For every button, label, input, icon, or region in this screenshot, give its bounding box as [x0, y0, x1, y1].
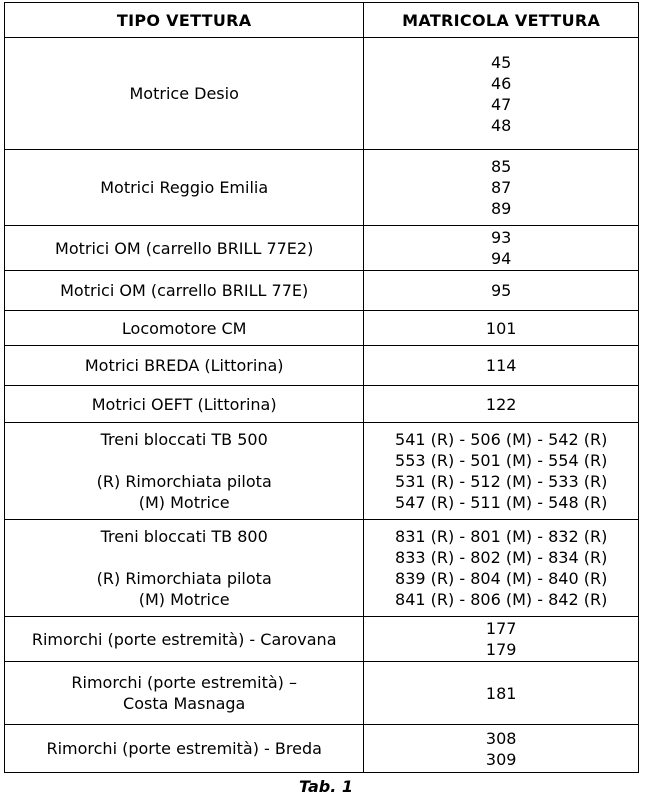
tipo-line: Locomotore CM [121, 318, 247, 338]
tipo-line: Treni bloccati TB 800 [100, 527, 268, 546]
matricola-line: 547 (R) - 511 (M) - 548 (R) [395, 493, 608, 512]
cell-tipo-vettura [5, 150, 364, 226]
cell-tipo-vettura [5, 271, 364, 311]
cell-matricola-vettura [364, 423, 639, 520]
matricola-line: 87 [491, 178, 512, 197]
matricola-line: 309 [485, 749, 517, 769]
matricola-line: 531 (R) - 512 (M) - 533 (R) [395, 472, 608, 491]
cell-tipo-vettura [5, 226, 364, 271]
matricola-line: 93 [491, 228, 512, 247]
matricola-line: 94 [491, 249, 512, 268]
table-body [5, 38, 639, 773]
matricola-line: 47 [491, 94, 512, 114]
tipo-line: Motrici OM (carrello BRILL 77E) [60, 281, 309, 300]
table-row [5, 150, 639, 226]
cell-matricola-vettura [364, 617, 639, 662]
table-header-row [5, 3, 639, 38]
cell-tipo-vettura [5, 662, 364, 725]
matricola-line: 831 (R) - 801 (M) - 832 (R) [395, 527, 608, 546]
matricola-line: 122 [485, 394, 517, 414]
matricola-line: 179 [485, 640, 517, 659]
table-row [5, 423, 639, 520]
matricola-line: 308 [485, 728, 517, 748]
tipo-line: (R) Rimorchiata pilota [96, 472, 272, 491]
cell-matricola-vettura [364, 38, 639, 150]
tipo-line: Motrici OM (carrello BRILL 77E2) [55, 238, 314, 258]
tipo-line: Motrici OEFT (Littorina) [91, 394, 277, 414]
tipo-line [9, 450, 359, 471]
cell-tipo-vettura [5, 423, 364, 520]
matricola-line: 114 [485, 356, 517, 375]
matricola-line: 89 [491, 199, 512, 218]
matricola-line: 45 [491, 52, 512, 72]
cell-tipo-vettura [5, 346, 364, 386]
matricola-line: 833 (R) - 802 (M) - 834 (R) [395, 548, 608, 567]
table-row [5, 617, 639, 662]
matricola-line: 95 [491, 281, 512, 300]
tipo-line: (M) Motrice [138, 493, 230, 512]
tipo-line: Motrici Reggio Emilia [100, 178, 269, 197]
table-row [5, 725, 639, 773]
cell-matricola-vettura [364, 311, 639, 346]
header-tipo-vettura: TIPO VETTURA [5, 3, 364, 38]
matricola-line: 553 (R) - 501 (M) - 554 (R) [395, 451, 608, 470]
matricola-line: 839 (R) - 804 (M) - 840 (R) [395, 569, 608, 588]
tipo-line: (R) Rimorchiata pilota [96, 569, 272, 588]
cell-matricola-vettura [364, 150, 639, 226]
table-row [5, 311, 639, 346]
cell-tipo-vettura [5, 386, 364, 423]
table-row [5, 38, 639, 150]
cell-matricola-vettura [364, 520, 639, 617]
matricola-line: 181 [485, 683, 517, 703]
matricola-line: 101 [485, 318, 517, 338]
cell-tipo-vettura [5, 617, 364, 662]
tipo-line: Motrice Desio [129, 84, 239, 103]
vehicle-table [4, 2, 639, 773]
cell-matricola-vettura [364, 346, 639, 386]
cell-matricola-vettura [364, 226, 639, 271]
matricola-line: 541 (R) - 506 (M) - 542 (R) [395, 430, 608, 449]
matricola-line: 841 (R) - 806 (M) - 842 (R) [395, 590, 608, 609]
matricola-line: 177 [485, 619, 517, 638]
tipo-line [9, 547, 359, 568]
cell-tipo-vettura [5, 311, 364, 346]
table-row [5, 226, 639, 271]
tipo-line: Costa Masnaga [123, 694, 246, 713]
cell-tipo-vettura [5, 725, 364, 773]
table-row [5, 271, 639, 311]
cell-tipo-vettura [5, 38, 364, 150]
table-row [5, 520, 639, 617]
cell-matricola-vettura [364, 386, 639, 423]
matricola-line: 46 [491, 73, 512, 93]
table-row [5, 346, 639, 386]
table-row [5, 662, 639, 725]
matricola-line: 48 [491, 115, 512, 135]
cell-matricola-vettura [364, 662, 639, 725]
tipo-line: Motrici BREDA (Littorina) [84, 356, 284, 375]
tipo-line: Rimorchi (porte estremità) – [71, 673, 297, 692]
tipo-line: (M) Motrice [138, 590, 230, 609]
matricola-line: 85 [491, 157, 512, 176]
tipo-line: Rimorchi (porte estremità) - Carovana [31, 629, 337, 649]
cell-tipo-vettura [5, 520, 364, 617]
tipo-line: Treni bloccati TB 500 [100, 430, 268, 449]
header-matricola-vettura: MATRICOLA VETTURA [364, 3, 639, 38]
table-caption: Tab. 1 [298, 777, 354, 796]
cell-matricola-vettura [364, 725, 639, 773]
table-row [5, 386, 639, 423]
tipo-line: Rimorchi (porte estremità) - Breda [46, 739, 322, 758]
cell-matricola-vettura [364, 271, 639, 311]
